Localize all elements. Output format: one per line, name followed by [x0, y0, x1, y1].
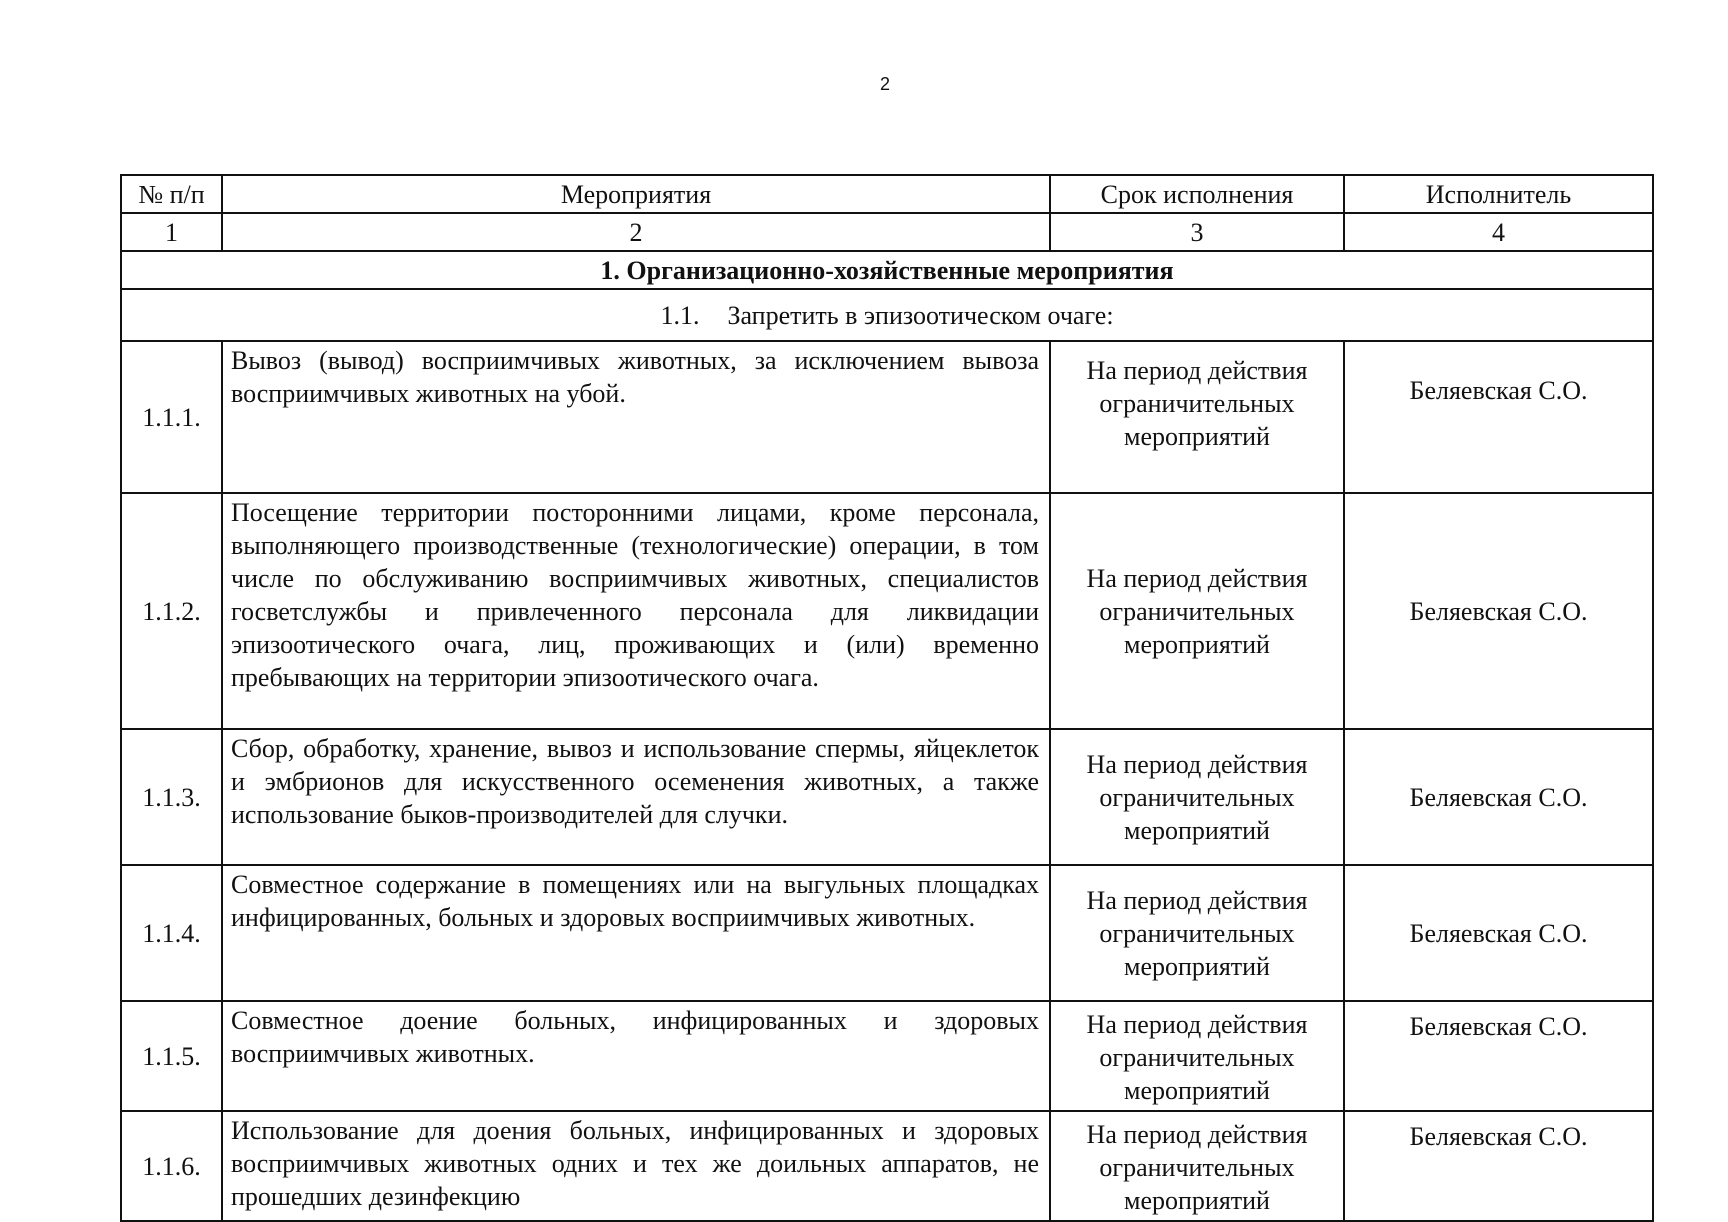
row-executor: Беляевская С.О. [1344, 1111, 1653, 1221]
row-action: Сбор, обработку, хранение, вывоз и использование спермы, яйцеклеток и эмбрионов для искусственного осеменения животных, а также использование быков-производителей для случки. [222, 729, 1050, 865]
table-row [121, 493, 1653, 729]
row-number: 1.1.2. [121, 493, 222, 729]
table-row [121, 729, 1653, 865]
table-row [121, 341, 1653, 493]
row-action: Посещение территории посторонними лицами, кроме персонала, выполняющего производственные (технологические) операции, в том числе по обслуживанию восприимчивых животных, специалистов госветслужбы и привлеченного персонала для ликвидации эпизоотического очага, лиц, проживающих и (или) временно пребывающих на территории эпизоотического очага. [222, 493, 1050, 729]
row-number: 1.1.6. [121, 1111, 222, 1221]
row-due: На период действия ограничительных мероприятий [1050, 1111, 1344, 1221]
header-executor: Исполнитель [1344, 175, 1653, 213]
subsection-row [121, 289, 1653, 341]
row-due: На период действия ограничительных мероприятий [1050, 729, 1344, 865]
column-number-row [121, 213, 1653, 251]
row-executor: Беляевская С.О. [1344, 1001, 1653, 1111]
subsection-cell [121, 289, 1653, 341]
page-number: 2 [879, 74, 890, 94]
table-row [121, 1111, 1653, 1221]
subsection-title: Запретить в эпизоотическом очаге: [727, 300, 1114, 330]
section-row [121, 251, 1653, 289]
row-number: 1.1.5. [121, 1001, 222, 1111]
subsection-number: 1.1. [660, 300, 700, 330]
row-number: 1.1.1. [121, 341, 222, 493]
header-num: № п/п [121, 175, 222, 213]
row-action: Совместное содержание в помещениях или на выгульных площадках инфицированных, больных и здоровых восприимчивых животных. [222, 865, 1050, 1001]
measures-table [120, 174, 1654, 1222]
row-action: Использование для доения больных, инфицированных и здоровых восприимчивых животных одних и тех же доильных аппаратов, не прошедших дезинфекцию [222, 1111, 1050, 1221]
row-number: 1.1.4. [121, 865, 222, 1001]
table-row [121, 1001, 1653, 1111]
row-action: Совместное доение больных, инфицированных и здоровых восприимчивых животных. [222, 1001, 1050, 1111]
row-due: На период действия ограничительных мероприятий [1050, 493, 1344, 729]
table-row [121, 865, 1653, 1001]
column-number: 3 [1050, 213, 1344, 251]
header-due: Срок исполнения [1050, 175, 1344, 213]
table-header-row [121, 175, 1653, 213]
row-executor: Беляевская С.О. [1344, 865, 1653, 1001]
row-due: На период действия ограничительных мероприятий [1050, 1001, 1344, 1111]
section-title: 1. Организационно-хозяйственные мероприятия [121, 251, 1653, 289]
row-number: 1.1.3. [121, 729, 222, 865]
column-number: 1 [121, 213, 222, 251]
row-executor: Беляевская С.О. [1344, 729, 1653, 865]
row-executor: Беляевская С.О. [1344, 493, 1653, 729]
row-due: На период действия ограничительных мероприятий [1050, 341, 1344, 493]
row-action: Вывоз (вывод) восприимчивых животных, за исключением вывоза восприимчивых животных на убой. [222, 341, 1050, 493]
column-number: 4 [1344, 213, 1653, 251]
column-number: 2 [222, 213, 1050, 251]
row-executor: Беляевская С.О. [1344, 341, 1653, 493]
header-action: Мероприятия [222, 175, 1050, 213]
row-due: На период действия ограничительных мероприятий [1050, 865, 1344, 1001]
